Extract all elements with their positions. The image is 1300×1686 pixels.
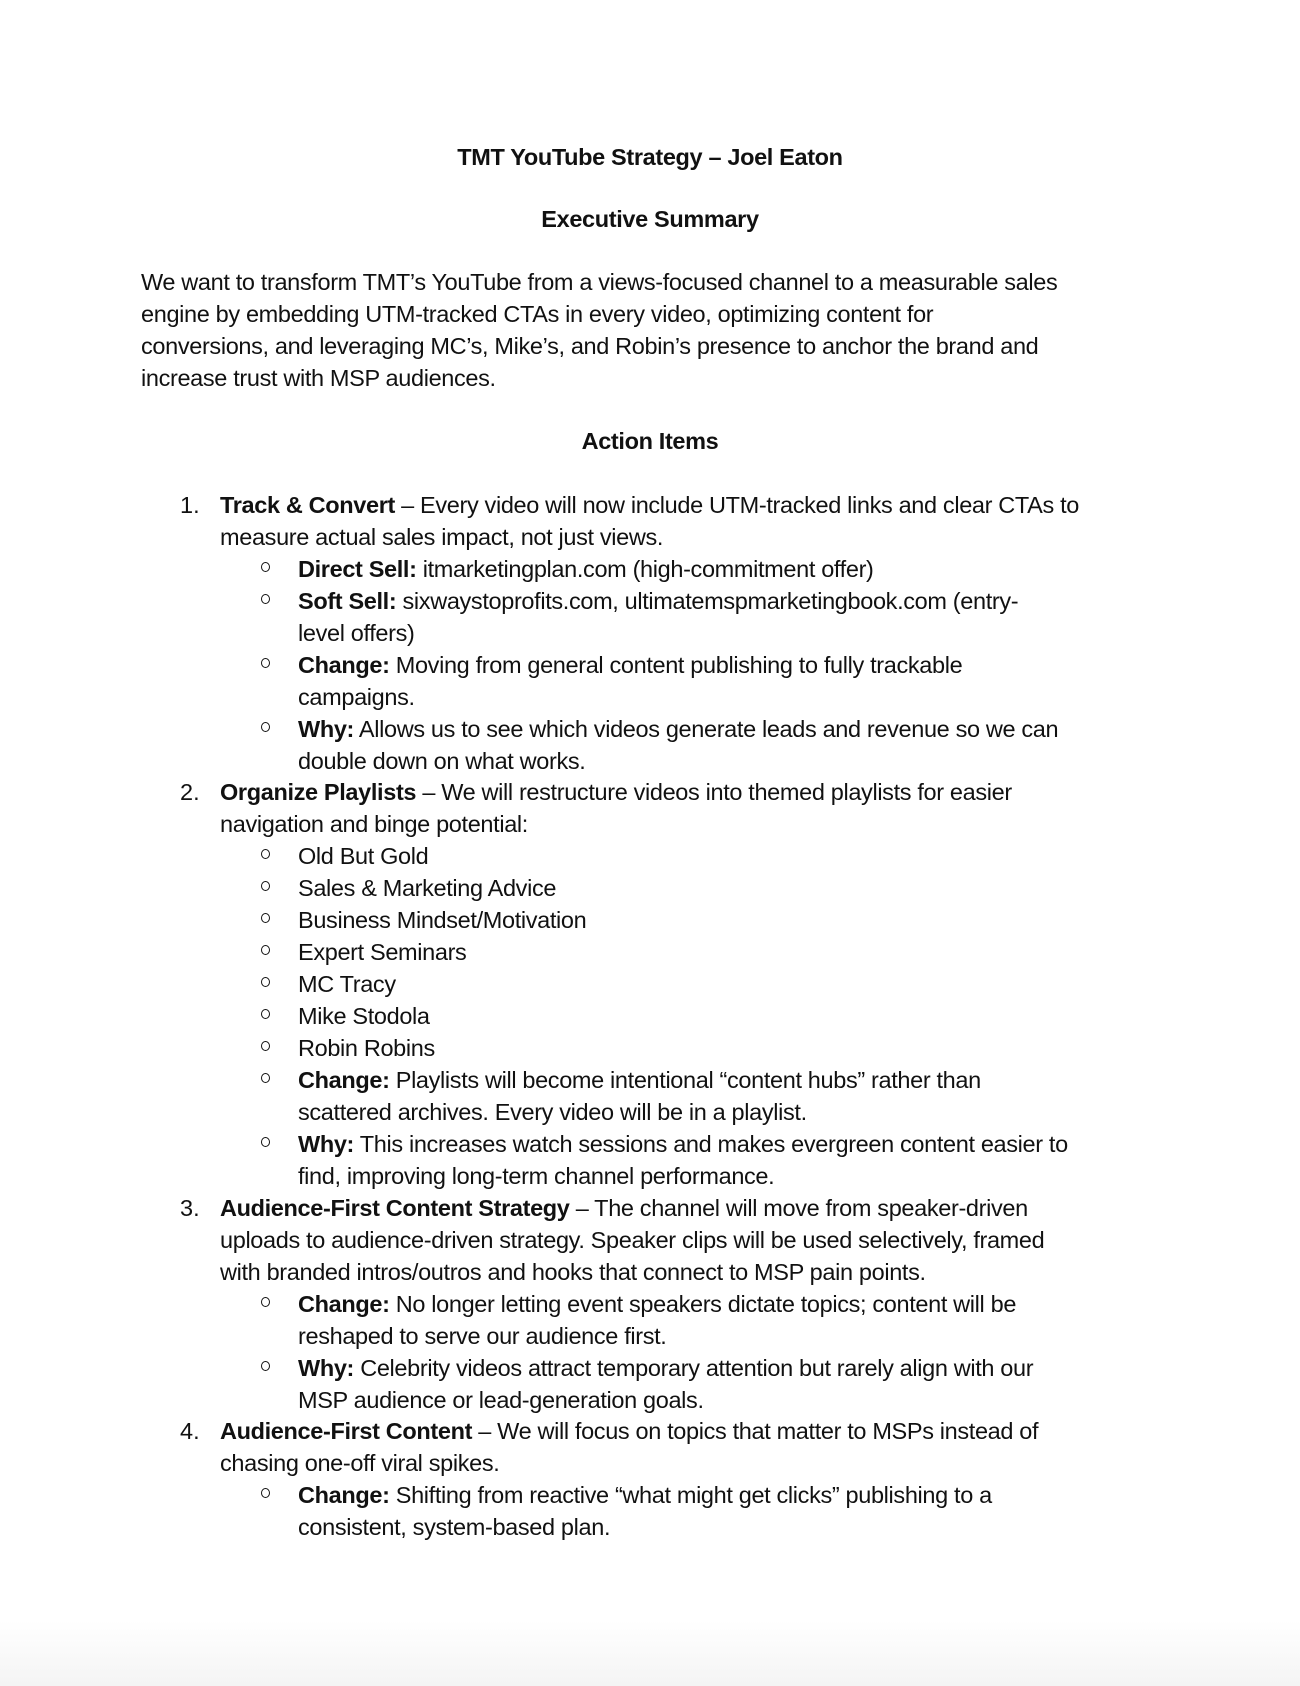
- sub-item-text: Allows us to see which videos generate leads and revenue so we can: [354, 716, 1059, 742]
- sub-item-text: No longer letting event speakers dictate topics; content will be: [389, 1291, 1017, 1317]
- sub-item-text: This increases watch sessions and makes evergreen content easier to: [354, 1131, 1068, 1157]
- summary-line: increase trust with MSP audiences.: [141, 365, 496, 391]
- playlist-name: Sales & Marketing Advice: [298, 875, 557, 901]
- action-item-line: chasing one-off viral spikes.: [220, 1450, 500, 1476]
- sub-item-line: level offers): [298, 620, 415, 646]
- hollow-bullet-icon: [261, 849, 270, 859]
- sub-item-line: [298, 713, 1058, 745]
- hollow-bullet-icon: [261, 913, 270, 923]
- sub-item-label: Change:: [298, 1067, 390, 1093]
- sub-item-text: sixwaystoprofits.com, ultimatemspmarketingbook.com (entry-: [396, 588, 1019, 614]
- hollow-bullet-icon: [261, 658, 270, 668]
- action-item-title: Track & Convert: [220, 492, 395, 518]
- sub-item-line: reshaped to serve our audience first.: [298, 1323, 667, 1349]
- playlist-name: Business Mindset/Motivation: [298, 907, 587, 933]
- sub-item-text: Playlists will become intentional “content hubs” rather than: [389, 1067, 981, 1093]
- sub-item-line: MSP audience or lead-generation goals.: [298, 1387, 704, 1413]
- sub-item-label: Why:: [298, 1131, 355, 1157]
- sub-item-text: Moving from general content publishing to fully trackable: [389, 652, 963, 678]
- hollow-bullet-icon: [261, 945, 270, 955]
- playlist-name: Old But Gold: [298, 843, 429, 869]
- sub-item-text: itmarketingplan.com (high-commitment offer): [416, 556, 874, 582]
- hollow-bullet-icon: [261, 1009, 270, 1019]
- action-item-text: – Every video will now include UTM-tracked links and clear CTAs to: [394, 492, 1079, 518]
- action-item-title: Audience-First Content: [220, 1418, 473, 1444]
- hollow-bullet-icon: [261, 1041, 270, 1051]
- sub-item-text: Shifting from reactive “what might get clicks” publishing to a: [389, 1482, 992, 1508]
- playlist-name: MC Tracy: [298, 971, 396, 997]
- sub-item-line: [298, 553, 874, 585]
- sub-item-label: Soft Sell:: [298, 588, 397, 614]
- sub-item-line: campaigns.: [298, 684, 415, 710]
- sub-item-line: [298, 1064, 981, 1096]
- sub-item-line: [298, 1479, 992, 1511]
- sub-item-label: Change:: [298, 1291, 390, 1317]
- summary-line: We want to transform TMT’s YouTube from a views-focused channel to a measurable sales: [141, 269, 1058, 295]
- sub-item-label: Why:: [298, 1355, 355, 1381]
- list-number: 4.: [180, 1418, 200, 1444]
- sub-item-label: Change:: [298, 652, 390, 678]
- summary-line: engine by embedding UTM-tracked CTAs in every video, optimizing content for: [141, 301, 934, 327]
- hollow-bullet-icon: [261, 1137, 270, 1147]
- hollow-bullet-icon: [261, 1361, 270, 1371]
- action-item-text: – We will restructure videos into themed playlists for easier: [416, 779, 1012, 805]
- sub-item-label: Direct Sell:: [298, 556, 417, 582]
- sub-item-line: find, improving long-term channel performance.: [298, 1163, 775, 1189]
- sub-item-line: consistent, system-based plan.: [298, 1514, 611, 1540]
- list-number: 3.: [180, 1195, 200, 1221]
- sub-item-line: [298, 649, 962, 681]
- action-item-title: Audience-First Content Strategy: [220, 1195, 570, 1221]
- action-item-title: Organize Playlists: [220, 779, 417, 805]
- sub-item-line: double down on what works.: [298, 748, 586, 774]
- hollow-bullet-icon: [261, 1073, 270, 1083]
- document-title: TMT YouTube Strategy – Joel Eaton: [457, 144, 843, 170]
- sub-item-line: [298, 585, 1018, 617]
- action-item-line: [220, 1415, 1038, 1447]
- hollow-bullet-icon: [261, 1297, 270, 1307]
- hollow-bullet-icon: [261, 1488, 270, 1498]
- sub-item-line: scattered archives. Every video will be in a playlist.: [298, 1099, 807, 1125]
- action-item-line: [220, 1192, 1028, 1224]
- list-number: 2.: [180, 779, 200, 805]
- playlist-name: Robin Robins: [298, 1035, 435, 1061]
- hollow-bullet-icon: [261, 722, 270, 732]
- list-number: 1.: [180, 492, 200, 518]
- action-items-heading: Action Items: [581, 428, 719, 454]
- summary-line: conversions, and leveraging MC’s, Mike’s, and Robin’s presence to anchor the brand and: [141, 333, 1039, 359]
- sub-item-line: [298, 1128, 1068, 1160]
- hollow-bullet-icon: [261, 594, 270, 604]
- action-item-line: measure actual sales impact, not just views.: [220, 524, 664, 550]
- sub-item-line: [298, 1352, 1033, 1384]
- sub-item-text: Celebrity videos attract temporary attention but rarely align with our: [354, 1355, 1034, 1381]
- action-item-line: uploads to audience-driven strategy. Speaker clips will be used selectively, framed: [220, 1227, 1045, 1253]
- playlist-name: Mike Stodola: [298, 1003, 430, 1029]
- hollow-bullet-icon: [261, 881, 270, 891]
- action-item-text: – The channel will move from speaker-driven: [569, 1195, 1028, 1221]
- action-item-line: navigation and binge potential:: [220, 811, 528, 837]
- sub-item-label: Change:: [298, 1482, 390, 1508]
- action-item-line: with branded intros/outros and hooks that connect to MSP pain points.: [220, 1259, 926, 1285]
- playlist-name: Expert Seminars: [298, 939, 467, 965]
- sub-item-line: [298, 1288, 1016, 1320]
- executive-summary-heading: Executive Summary: [541, 206, 759, 232]
- action-item-text: – We will focus on topics that matter to MSPs instead of: [472, 1418, 1039, 1444]
- sub-item-label: Why:: [298, 716, 355, 742]
- action-item-line: [220, 776, 1012, 808]
- hollow-bullet-icon: [261, 977, 270, 987]
- action-item-line: [220, 489, 1079, 521]
- hollow-bullet-icon: [261, 562, 270, 572]
